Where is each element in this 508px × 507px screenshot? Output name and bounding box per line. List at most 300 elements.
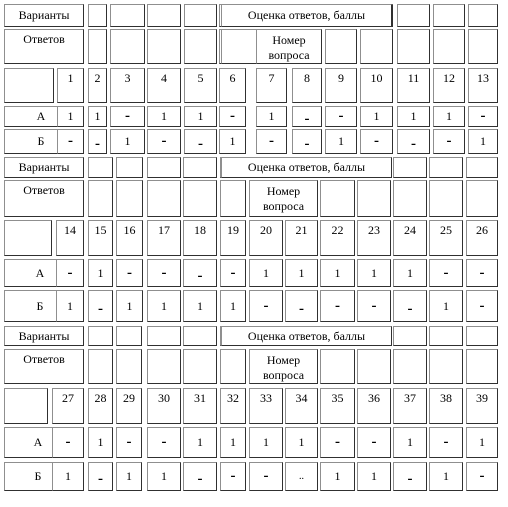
score-cell-text: - — [304, 111, 310, 127]
score-header — [221, 157, 392, 178]
question-number-text: 28 — [94, 391, 107, 405]
score-cell — [393, 462, 427, 491]
score-cell — [357, 259, 391, 287]
score-cell — [433, 106, 465, 127]
score-cell — [57, 106, 84, 127]
question-number — [249, 220, 283, 256]
question-number-text: 8 — [304, 71, 310, 85]
score-cell-text: 1 — [443, 469, 449, 483]
question-number-text: 4 — [161, 71, 167, 85]
empty-cell — [320, 349, 355, 384]
score-cell — [116, 462, 142, 491]
score-cell — [110, 106, 145, 127]
question-number-text: 30 — [158, 391, 170, 405]
question-number-text: 7 — [268, 71, 275, 85]
empty-cell — [116, 349, 142, 384]
score-cell-text: - — [230, 108, 235, 124]
variants-header-text: Варианты — [18, 328, 70, 343]
score-cell-text: - — [479, 297, 485, 314]
score-cell-text: - — [198, 136, 203, 152]
score-cell-text: - — [230, 264, 236, 281]
score-cell — [285, 462, 318, 491]
score-cell — [183, 462, 217, 491]
question-number — [88, 388, 113, 424]
score-cell-text: 1 — [371, 469, 377, 483]
question-number-text: 17 — [158, 223, 170, 237]
score-cell — [88, 462, 113, 491]
score-cell — [147, 427, 181, 458]
question-number — [285, 388, 318, 424]
answers-header — [4, 180, 84, 217]
question-number-text: 22 — [331, 223, 344, 237]
question-number-header-text: Номер вопроса — [268, 33, 310, 62]
score-cell — [249, 462, 283, 491]
answers-header — [4, 349, 84, 384]
empty-cell — [88, 157, 113, 178]
question-number — [433, 68, 465, 103]
question-number-text: 11 — [407, 71, 420, 85]
score-cell — [88, 259, 113, 287]
score-cell-text: - — [304, 136, 310, 152]
empty-cell — [220, 180, 246, 217]
score-cell-text: - — [161, 264, 167, 281]
empty-cell — [468, 4, 498, 27]
score-cell — [256, 129, 287, 154]
score-header — [221, 4, 392, 27]
empty-cell — [88, 4, 107, 27]
score-cell — [184, 129, 217, 154]
score-cell-text: - — [65, 434, 71, 450]
score-cell-text: 1 — [298, 265, 305, 280]
answers-header-text: Ответов — [23, 352, 65, 366]
score-cell-text: 1 — [161, 469, 167, 483]
question-number — [52, 388, 84, 424]
score-cell — [52, 462, 84, 491]
score-cell-text: - — [446, 133, 452, 149]
score-cell — [256, 106, 287, 127]
score-cell-text: - — [98, 471, 103, 487]
empty-cell — [429, 349, 463, 384]
score-cell-text: 1 — [479, 435, 485, 449]
score-cell-text: 1 — [161, 109, 167, 123]
question-number — [393, 220, 427, 256]
question-number-text: 1 — [67, 71, 74, 85]
score-cell — [249, 290, 283, 322]
variants-header-text: Варианты — [18, 8, 70, 22]
score-cell — [468, 129, 498, 154]
empty-cell — [466, 180, 498, 217]
question-number — [325, 68, 357, 103]
question-number-header — [249, 349, 318, 384]
question-number — [292, 68, 322, 103]
score-cell-text: 1 — [97, 265, 104, 280]
score-cell — [320, 462, 355, 491]
score-cell-text: - — [161, 434, 167, 450]
empty-cell — [397, 29, 430, 64]
question-number — [147, 220, 181, 256]
empty-cell — [184, 29, 217, 64]
score-cell — [52, 427, 84, 458]
empty-cell — [468, 29, 498, 64]
score-cell — [285, 290, 318, 322]
empty-cell — [184, 4, 217, 27]
question-number-text: 31 — [194, 391, 206, 405]
score-header-text: Оценка ответов, баллы — [247, 328, 366, 343]
score-cell — [56, 259, 84, 287]
variant-label-text: А — [33, 435, 43, 449]
question-number-text: 29 — [123, 391, 135, 405]
score-cell — [393, 290, 427, 322]
question-number — [256, 68, 287, 103]
score-cell — [397, 106, 430, 127]
score-cell — [147, 259, 181, 287]
question-number-text: 32 — [227, 391, 239, 405]
score-cell — [357, 290, 391, 322]
score-header-text: Оценка ответов, баллы — [247, 8, 366, 22]
question-number — [220, 220, 246, 256]
question-number — [357, 220, 391, 256]
question-number-text: 5 — [197, 71, 204, 85]
score-cell — [88, 427, 113, 458]
score-cell — [325, 106, 357, 127]
score-cell-text: 1 — [67, 298, 73, 313]
question-number-text: 33 — [260, 391, 272, 405]
score-cell — [429, 259, 463, 287]
score-cell-text: - — [407, 471, 413, 487]
empty-cell — [183, 180, 217, 217]
empty-cell — [147, 4, 181, 27]
score-cell-text: 1 — [480, 134, 486, 148]
score-cell — [220, 427, 246, 458]
question-number-text: 6 — [229, 71, 236, 85]
empty-cell — [4, 388, 48, 424]
empty-cell — [110, 4, 145, 27]
score-cell-text: - — [197, 471, 203, 487]
score-cell — [110, 129, 145, 154]
score-cell-text: 1 — [443, 298, 449, 313]
score-cell-text: 1 — [65, 469, 71, 483]
question-number-text: 14 — [64, 223, 76, 237]
empty-cell — [433, 29, 465, 64]
question-number — [249, 388, 283, 424]
score-cell — [292, 106, 322, 127]
question-number — [360, 68, 393, 103]
question-number-text: 18 — [194, 223, 206, 237]
score-cell — [147, 290, 181, 322]
variants-header — [4, 157, 84, 178]
score-cell-text: - — [371, 434, 377, 450]
empty-cell — [357, 180, 391, 217]
empty-cell — [116, 157, 143, 178]
score-cell-text: - — [299, 300, 304, 317]
question-number — [468, 68, 498, 103]
score-cell-text: 1 — [263, 265, 269, 280]
score-cell — [357, 427, 391, 458]
question-number-text: 39 — [476, 391, 488, 405]
empty-cell — [466, 326, 498, 346]
question-number — [57, 68, 84, 103]
score-cell-text: - — [67, 264, 73, 281]
score-cell-text: - — [407, 300, 413, 317]
empty-cell — [147, 349, 181, 384]
variants-header — [4, 4, 84, 27]
score-cell — [88, 290, 113, 322]
question-number-text: 16 — [123, 223, 136, 237]
empty-cell — [393, 157, 427, 178]
score-cell — [357, 462, 391, 491]
question-number-header — [249, 180, 318, 217]
question-number-text: 21 — [295, 223, 308, 237]
question-number — [466, 388, 498, 424]
score-cell-text: 1 — [124, 134, 131, 148]
score-cell — [56, 290, 84, 322]
score-cell — [116, 427, 142, 458]
score-cell — [468, 106, 498, 127]
score-cell — [429, 290, 463, 322]
empty-cell — [466, 349, 498, 384]
score-cell — [320, 290, 355, 322]
question-number-text: 23 — [368, 223, 380, 237]
empty-cell — [325, 29, 357, 64]
score-cell — [147, 106, 181, 127]
score-cell — [184, 106, 217, 127]
question-number — [429, 388, 463, 424]
question-number-text: 25 — [440, 223, 452, 237]
empty-cell — [183, 349, 217, 384]
question-number — [116, 220, 143, 256]
variant-label-text: Б — [36, 298, 44, 313]
question-number-text: 26 — [476, 223, 488, 237]
score-cell-text: 1 — [97, 435, 104, 449]
score-header-text: Оценка ответов, баллы — [247, 160, 366, 174]
score-cell — [393, 427, 427, 458]
empty-cell — [183, 157, 217, 178]
score-cell — [147, 462, 181, 491]
score-cell-text: - — [263, 468, 269, 484]
question-number — [147, 388, 181, 424]
score-cell — [147, 129, 181, 154]
score-cell-text: 1 — [371, 265, 377, 280]
score-cell-text: 1 — [230, 435, 236, 449]
question-number — [285, 220, 318, 256]
empty-cell — [393, 180, 427, 217]
question-number — [88, 220, 113, 256]
score-cell — [325, 129, 357, 154]
question-number-header — [256, 29, 322, 64]
score-cell — [249, 259, 283, 287]
empty-cell — [4, 68, 54, 103]
score-cell — [183, 259, 217, 287]
question-number — [397, 68, 430, 103]
score-cell-text: - — [95, 136, 100, 152]
question-number — [183, 388, 217, 424]
score-cell-text: 1 — [197, 109, 204, 123]
score-cell-text: - — [125, 108, 130, 124]
score-cell-text: 1 — [94, 109, 101, 123]
score-cell — [360, 129, 393, 154]
score-cell-text: 1 — [407, 435, 413, 449]
empty-cell — [220, 349, 246, 384]
question-number — [393, 388, 427, 424]
variants-header — [4, 326, 84, 346]
score-cell — [88, 129, 107, 154]
score-cell-text: 1 — [334, 265, 341, 280]
score-cell — [220, 290, 246, 322]
empty-cell — [88, 29, 107, 64]
score-cell-text: - — [197, 267, 203, 284]
question-number-text: 2 — [94, 71, 101, 85]
question-number — [184, 68, 217, 103]
score-cell — [116, 290, 143, 322]
score-cell-text: - — [479, 468, 485, 484]
variant-label-text: Б — [34, 469, 42, 483]
score-cell-text: 1 — [410, 109, 417, 123]
question-number-text: 9 — [338, 71, 344, 85]
score-cell — [466, 427, 498, 458]
question-number — [320, 220, 355, 256]
score-cell — [433, 129, 465, 154]
score-cell-text: - — [443, 264, 449, 281]
score-cell — [220, 259, 246, 287]
question-number — [110, 68, 145, 103]
empty-cell — [147, 157, 181, 178]
score-cell-text: - — [335, 297, 340, 314]
variant-label-text: А — [36, 109, 46, 123]
question-number — [147, 68, 181, 103]
score-cell — [285, 259, 318, 287]
question-number-text: 3 — [124, 71, 131, 85]
score-cell-text: - — [127, 264, 132, 281]
score-cell — [116, 259, 143, 287]
score-cell-text: - — [374, 133, 379, 149]
score-cell-text: - — [98, 300, 103, 317]
empty-cell — [116, 180, 143, 217]
score-cell-text: 1 — [197, 298, 203, 313]
empty-cell — [429, 326, 463, 346]
score-cell-text: 1 — [268, 109, 275, 123]
score-cell — [466, 290, 498, 322]
score-cell-text: 1 — [298, 435, 305, 449]
score-cell-text: - — [335, 434, 340, 450]
empty-cell — [88, 326, 113, 346]
score-cell-text: 1 — [338, 134, 344, 148]
question-number-text: 36 — [368, 391, 380, 405]
score-cell — [219, 106, 246, 127]
question-number-header-text: Номер вопроса — [262, 353, 305, 382]
variant-label-text: Б — [37, 134, 45, 148]
question-number — [219, 68, 246, 103]
question-number — [88, 68, 107, 103]
empty-cell — [397, 4, 430, 27]
empty-cell — [147, 29, 181, 64]
empty-cell — [183, 326, 217, 346]
score-cell-text: - — [480, 108, 486, 124]
empty-cell — [466, 157, 498, 178]
score-cell — [249, 427, 283, 458]
score-cell — [360, 106, 393, 127]
score-cell — [320, 427, 355, 458]
score-cell — [183, 427, 217, 458]
variant-label-text: А — [35, 265, 45, 280]
score-cell — [292, 129, 322, 154]
answers-header — [4, 29, 84, 64]
score-cell — [320, 259, 355, 287]
question-number-text: 34 — [295, 391, 308, 405]
question-number-text: 38 — [440, 391, 452, 405]
answers-header-text: Ответов — [23, 32, 65, 46]
empty-cell — [88, 180, 113, 217]
question-number — [220, 388, 246, 424]
question-number — [429, 220, 463, 256]
empty-cell — [429, 180, 463, 217]
empty-cell — [320, 180, 355, 217]
empty-cell — [393, 349, 427, 384]
score-cell-text: - — [269, 133, 274, 149]
score-cell-text: 1 — [161, 298, 167, 313]
empty-cell — [88, 349, 113, 384]
score-cell — [466, 462, 498, 491]
question-number-text: 20 — [260, 223, 272, 237]
score-cell-text: - — [443, 434, 449, 450]
question-number — [466, 220, 498, 256]
score-cell — [88, 106, 107, 127]
empty-cell — [116, 326, 142, 346]
question-number-text: 27 — [62, 391, 74, 405]
score-header — [221, 326, 392, 346]
question-number — [183, 220, 217, 256]
question-number-text: 24 — [404, 223, 416, 237]
score-cell-text: 1 — [126, 469, 132, 483]
score-cell — [57, 129, 84, 154]
score-cell-text: 1 — [373, 109, 380, 123]
score-cell-text: 1 — [334, 469, 341, 483]
score-cell-text: - — [68, 133, 73, 149]
empty-cell — [360, 29, 393, 64]
score-cell-text: - — [161, 133, 167, 149]
score-cell-text: - — [263, 297, 269, 314]
empty-cell — [429, 157, 463, 178]
score-cell — [429, 427, 463, 458]
question-number-text: 35 — [331, 391, 344, 405]
empty-cell — [393, 326, 427, 346]
score-cell-text: 1 — [126, 298, 133, 313]
score-cell — [393, 259, 427, 287]
score-cell-text: - — [479, 264, 485, 281]
score-cell-text: 1 — [446, 109, 452, 123]
empty-cell — [147, 326, 181, 346]
variants-header-text: Варианты — [18, 160, 70, 174]
question-number — [357, 388, 391, 424]
question-number-text: 15 — [94, 223, 107, 237]
score-cell-text: 1 — [230, 298, 236, 313]
empty-cell — [110, 29, 145, 64]
score-cell-text: 1 — [197, 435, 203, 449]
score-cell-text: 1 — [407, 265, 413, 280]
empty-cell — [147, 180, 181, 217]
score-cell — [466, 259, 498, 287]
question-number-text: 37 — [404, 391, 416, 405]
empty-cell — [357, 349, 391, 384]
question-number — [116, 388, 142, 424]
score-cell — [429, 462, 463, 491]
score-cell-text: - — [371, 297, 377, 314]
score-cell-text: 1 — [263, 435, 269, 449]
score-cell — [220, 462, 246, 491]
score-cell — [397, 129, 430, 154]
question-number-header-text: Номер вопроса — [262, 184, 305, 213]
question-number — [320, 388, 355, 424]
score-cell-text: 1 — [229, 134, 236, 148]
